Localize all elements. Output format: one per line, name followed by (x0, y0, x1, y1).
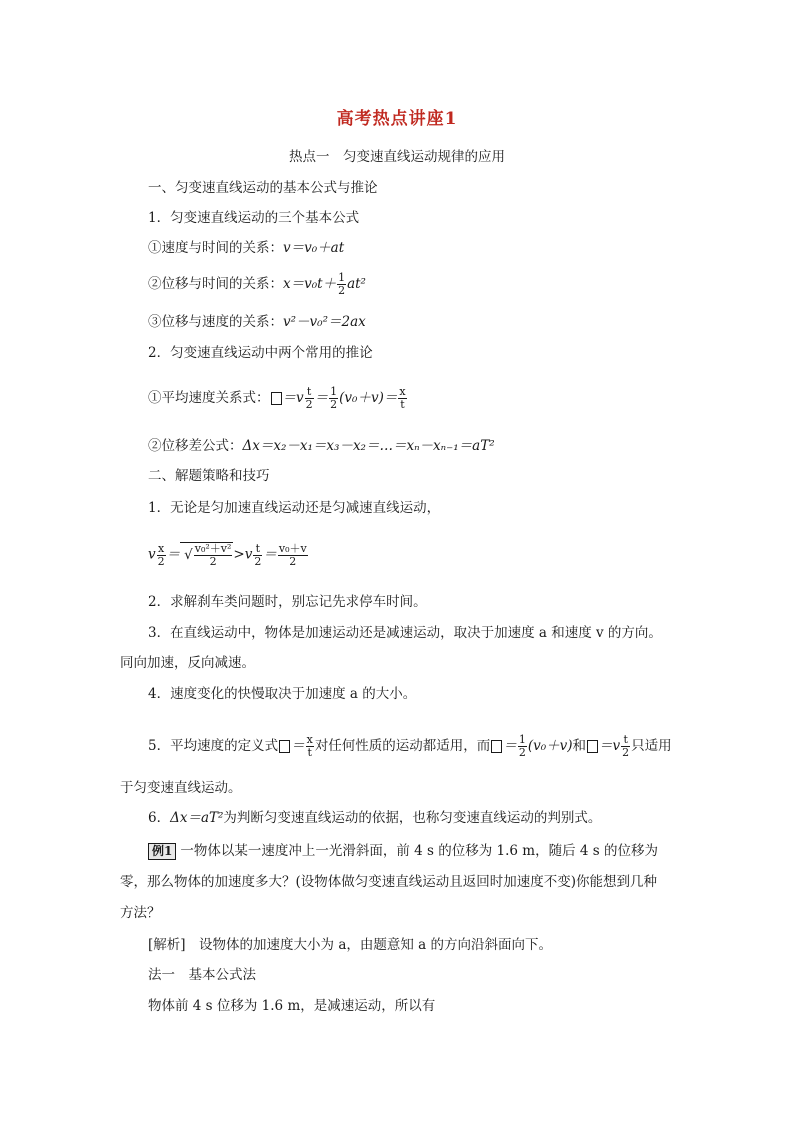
tip-3: 3．在直线运动中，物体是加速运动还是减速运动，取决于加速度 a 和速度 v 的方向。 (148, 625, 662, 641)
method-1-heading: 法一 基本公式法 (148, 967, 256, 983)
heading-1: 一、匀变速直线运动的基本公式与推论 (148, 180, 378, 196)
formula-label: ②位移差公式： (148, 438, 243, 454)
formula-displacement-b: at² (347, 276, 366, 292)
formula-line-vel-disp (148, 312, 366, 332)
formula-label: ③位移与速度的关系： (148, 314, 283, 330)
formula-displacement-a: x＝v₀t＋ (283, 276, 337, 292)
vbar-symbol (271, 392, 282, 405)
formula-line-average: ①平均速度关系式： ＝v $\frac{t}{2}$ ＝ $\frac{1}{2}$ (v₀＋v)＝ $\frac{x}{t}$ (148, 385, 406, 411)
heading-2: 二、解题策略和技巧 (148, 468, 270, 484)
tip-6: 6．Δx＝aT²为判断匀变速直线运动的依据，也称匀变速直线运动的判别式。 (148, 810, 602, 826)
formula-label: ②位移与时间的关系： (148, 276, 283, 292)
formula-line-diff (148, 436, 495, 456)
tip-4: 4．速度变化的快慢取决于加速度 a 的大小。 (148, 686, 417, 702)
tip-2: 2．求解刹车类问题时，别忘记先求停车时间。 (148, 594, 427, 610)
item-1: 1．匀变速直线运动的三个基本公式 (148, 210, 360, 226)
formula-line-velocity (148, 238, 344, 258)
formula-velocity: v＝v₀＋at (283, 240, 345, 256)
tip-5-cont: 于匀变速直线运动。 (120, 780, 242, 796)
formula-label: ①平均速度关系式： (148, 390, 270, 406)
item-2: 2．匀变速直线运动中两个常用的推论 (148, 345, 373, 361)
example-line-3: 方法？ (120, 905, 161, 921)
formula-line-midpoint: v $\frac{x}{2}$ ＝ √ $\frac{\text{v₀²＋v²}}{2}$ >v $\frac{t}{2}$ ＝ $\frac{\text{v₀＋v}}{2}$ (148, 541, 307, 568)
fraction-half: $\frac{1}{2}$ (338, 271, 346, 297)
page-title: 高考热点讲座1 (336, 109, 458, 129)
formula-vel-disp: v²－v₀²＝2ax (283, 314, 366, 330)
tip-5: 5．平均速度的定义式 ＝ $\frac{x}{t}$ 对任何性质的运动都适用，而 ＝ $\frac{1}{2}$ (v₀＋v)和 ＝v $\frac{t}{2}$ 只适用 (148, 733, 672, 759)
method-1-text: 物体前 4 s 位移为 1.6 m，是减速运动，所以有 (148, 998, 436, 1014)
formula-diff: Δx＝x₂－x₁＝x₃－x₂＝…＝xₙ－xₙ₋₁＝aT² (242, 438, 495, 454)
example-badge: 例1 (148, 843, 176, 860)
formula-label: ①速度与时间的关系： (148, 240, 283, 256)
tip-1: 1．无论是匀加速直线运动还是匀减速直线运动， (148, 500, 441, 516)
solution-line: [解析] 设物体的加速度大小为 a，由题意知 a 的方向沿斜面向下。 (148, 937, 553, 953)
example-line-1: 例1 一物体以某一速度冲上一光滑斜面，前 4 s 的位移为 1.6 m，随后 4 s 的位移为 (148, 841, 658, 861)
example-line-2: 零，那么物体的加速度多大？(设物体做匀变速直线运动且返回时加速度不变)你能想到几种 (120, 874, 658, 890)
tip-3-cont: 同向加速，反向减速。 (120, 655, 255, 671)
formula-line-displacement (148, 272, 366, 297)
sqrt-expression: √ $\frac{\text{v₀²＋v²}}{2}$ (180, 542, 233, 568)
section-subtitle: 热点一 匀变速直线运动规律的应用 (289, 149, 505, 165)
